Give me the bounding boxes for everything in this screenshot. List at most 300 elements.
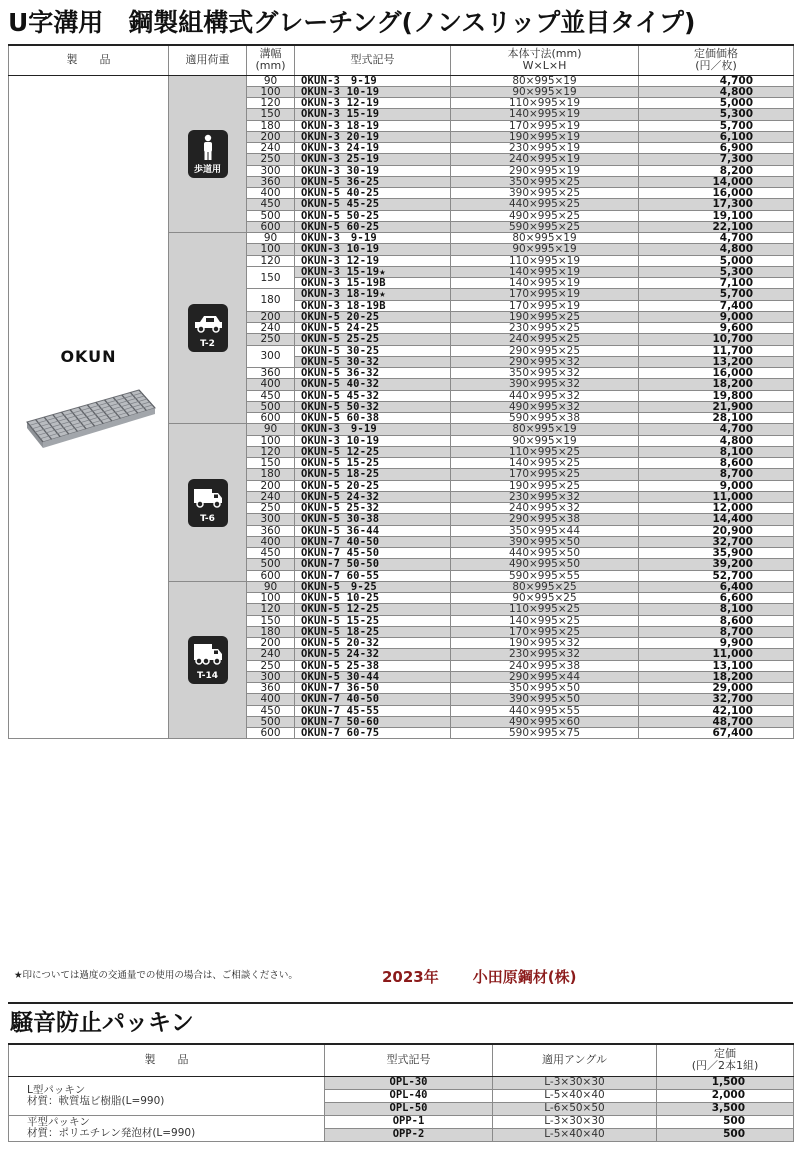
width-cell: 180 bbox=[247, 120, 295, 131]
packing-model-cell: OPP-2 bbox=[325, 1128, 493, 1141]
dimension-cell: 140×995×19 bbox=[451, 109, 639, 120]
model-cell: OKUN-7 36-50 bbox=[295, 683, 451, 694]
price-cell: 11,700 bbox=[639, 345, 794, 356]
width-cell: 600 bbox=[247, 728, 295, 739]
width-cell: 100 bbox=[247, 244, 295, 255]
dimension-cell: 290×995×44 bbox=[451, 671, 639, 682]
price-cell: 5,300 bbox=[639, 109, 794, 120]
dimension-cell: 110×995×19 bbox=[451, 255, 639, 266]
model-cell: OKUN-3 30-19 bbox=[295, 165, 451, 176]
dimension-cell: 190×995×32 bbox=[451, 638, 639, 649]
width-cell: 90 bbox=[247, 424, 295, 435]
dimension-cell: 170×995×19 bbox=[451, 120, 639, 131]
width-cell: 250 bbox=[247, 154, 295, 165]
dimension-cell: 230×995×32 bbox=[451, 649, 639, 660]
model-cell: OKUN-5 24-32 bbox=[295, 649, 451, 660]
price-cell: 5,000 bbox=[639, 255, 794, 266]
header-product: 製 品 bbox=[9, 45, 169, 75]
width-cell: 90 bbox=[247, 75, 295, 86]
model-cell: OKUN-5 60-25 bbox=[295, 221, 451, 232]
width-cell: 500 bbox=[247, 716, 295, 727]
price-cell: 21,900 bbox=[639, 401, 794, 412]
width-cell: 600 bbox=[247, 413, 295, 424]
dimension-cell: 80×995×19 bbox=[451, 424, 639, 435]
packing-header-angle: 適用アングル bbox=[493, 1044, 657, 1076]
price-cell: 11,000 bbox=[639, 491, 794, 502]
dimension-cell: 230×995×19 bbox=[451, 143, 639, 154]
width-cell: 240 bbox=[247, 491, 295, 502]
price-cell: 16,000 bbox=[639, 368, 794, 379]
dimension-cell: 590×995×55 bbox=[451, 570, 639, 581]
model-cell: OKUN-5 15-25 bbox=[295, 615, 451, 626]
width-cell: 200 bbox=[247, 131, 295, 142]
pedestrian-icon bbox=[188, 130, 228, 178]
packing-header-price-line1: 定価 bbox=[714, 1047, 736, 1061]
width-cell: 600 bbox=[247, 570, 295, 581]
dimension-cell: 90×995×25 bbox=[451, 593, 639, 604]
load-cell bbox=[169, 75, 247, 233]
packing-angle-cell: L-5×40×40 bbox=[493, 1089, 657, 1102]
width-cell: 450 bbox=[247, 390, 295, 401]
dimension-cell: 170×995×19 bbox=[451, 289, 639, 300]
dimension-cell: 590×995×75 bbox=[451, 728, 639, 739]
price-cell: 9,000 bbox=[639, 311, 794, 322]
price-cell: 8,100 bbox=[639, 604, 794, 615]
dimension-cell: 140×995×25 bbox=[451, 615, 639, 626]
price-cell: 32,700 bbox=[639, 694, 794, 705]
model-cell: OKUN-3 15-19 bbox=[295, 109, 451, 120]
load-label: T-14 bbox=[196, 671, 219, 681]
width-cell: 90 bbox=[247, 233, 295, 244]
model-cell: OKUN-3 10-19 bbox=[295, 86, 451, 97]
dimension-cell: 110×995×19 bbox=[451, 98, 639, 109]
width-cell: 500 bbox=[247, 559, 295, 570]
header-dims-line2: W×L×H bbox=[522, 59, 567, 73]
packing-header-row bbox=[9, 1044, 794, 1076]
dimension-cell: 240×995×38 bbox=[451, 660, 639, 671]
model-cell: OKUN-3 12-19 bbox=[295, 98, 451, 109]
model-cell: OKUN-5 40-32 bbox=[295, 379, 451, 390]
model-cell: OKUN-3 24-19 bbox=[295, 143, 451, 154]
packing-product-name: L型パッキン bbox=[27, 1083, 86, 1096]
header-width bbox=[247, 45, 295, 75]
price-cell: 8,200 bbox=[639, 165, 794, 176]
packing-angle-cell: L-6×50×50 bbox=[493, 1102, 657, 1115]
width-cell: 150 bbox=[247, 109, 295, 120]
packing-price-cell: 500 bbox=[657, 1128, 794, 1141]
price-cell: 18,200 bbox=[639, 379, 794, 390]
model-cell: OKUN-7 40-50 bbox=[295, 694, 451, 705]
packing-model-cell: OPP-1 bbox=[325, 1115, 493, 1128]
width-cell: 500 bbox=[247, 210, 295, 221]
model-cell: OKUN-3 15-19★ bbox=[295, 266, 451, 277]
price-cell: 4,800 bbox=[639, 435, 794, 446]
dimension-cell: 170×995×25 bbox=[451, 626, 639, 637]
model-cell: OKUN-5 18-25 bbox=[295, 469, 451, 480]
model-cell: OKUN-5 20-32 bbox=[295, 638, 451, 649]
model-cell: OKUN-5 30-32 bbox=[295, 356, 451, 367]
price-cell: 9,000 bbox=[639, 480, 794, 491]
model-cell: OKUN-3 18-19 bbox=[295, 120, 451, 131]
price-cell: 7,400 bbox=[639, 300, 794, 311]
section-divider bbox=[8, 1002, 793, 1004]
width-cell: 250 bbox=[247, 660, 295, 671]
price-cell: 48,700 bbox=[639, 716, 794, 727]
width-cell: 100 bbox=[247, 593, 295, 604]
width-cell: 120 bbox=[247, 98, 295, 109]
width-cell: 300 bbox=[247, 345, 295, 368]
model-cell: OKUN-5 50-32 bbox=[295, 401, 451, 412]
header-width-line2: (mm) bbox=[255, 59, 286, 73]
section-title-packing: 騒音防止パッキン bbox=[10, 1010, 194, 1036]
price-cell: 5,000 bbox=[639, 98, 794, 109]
car-icon bbox=[188, 304, 228, 352]
model-cell: OKUN-5 36-44 bbox=[295, 525, 451, 536]
model-cell: OKUN-5 40-25 bbox=[295, 188, 451, 199]
width-cell: 400 bbox=[247, 694, 295, 705]
model-cell: OKUN-5 25-25 bbox=[295, 334, 451, 345]
packing-header-model: 型式記号 bbox=[325, 1044, 493, 1076]
model-cell: OKUN-7 45-55 bbox=[295, 705, 451, 716]
packing-price-cell: 500 bbox=[657, 1115, 794, 1128]
price-cell: 19,800 bbox=[639, 390, 794, 401]
price-cell: 8,600 bbox=[639, 615, 794, 626]
price-cell: 4,800 bbox=[639, 86, 794, 97]
price-cell: 4,800 bbox=[639, 244, 794, 255]
width-cell: 400 bbox=[247, 188, 295, 199]
header-price-line1: 定価価格 bbox=[694, 47, 738, 61]
header-dims-line1: 本体寸法(mm) bbox=[507, 47, 582, 61]
packing-material: 材質：軟質塩ビ樹脂(L=990) bbox=[27, 1094, 165, 1107]
price-cell: 4,700 bbox=[639, 233, 794, 244]
header-price bbox=[639, 45, 794, 75]
width-cell: 360 bbox=[247, 368, 295, 379]
price-cell: 8,700 bbox=[639, 469, 794, 480]
dimension-cell: 350×995×32 bbox=[451, 368, 639, 379]
dimension-cell: 230×995×32 bbox=[451, 491, 639, 502]
load-label: 歩道用 bbox=[193, 164, 221, 175]
model-cell: OKUN-5 45-25 bbox=[295, 199, 451, 210]
price-cell: 7,300 bbox=[639, 154, 794, 165]
price-cell: 6,600 bbox=[639, 593, 794, 604]
model-cell: OKUN-5 12-25 bbox=[295, 446, 451, 457]
packing-price-cell: 3,500 bbox=[657, 1102, 794, 1115]
year-label: 2023年 bbox=[382, 968, 439, 986]
grating-product-image bbox=[19, 372, 159, 462]
model-cell: OKUN-7 50-60 bbox=[295, 716, 451, 727]
dimension-cell: 90×995×19 bbox=[451, 244, 639, 255]
price-cell: 22,100 bbox=[639, 221, 794, 232]
dimension-cell: 390×995×50 bbox=[451, 694, 639, 705]
dimension-cell: 140×995×25 bbox=[451, 458, 639, 469]
dimension-cell: 190×995×25 bbox=[451, 480, 639, 491]
price-cell: 16,000 bbox=[639, 188, 794, 199]
price-cell: 9,900 bbox=[639, 638, 794, 649]
dimension-cell: 390×995×50 bbox=[451, 536, 639, 547]
model-cell: OKUN-3 9-19 bbox=[295, 424, 451, 435]
width-cell: 120 bbox=[247, 604, 295, 615]
dimension-cell: 390×995×32 bbox=[451, 379, 639, 390]
model-cell: OKUN-5 25-38 bbox=[295, 660, 451, 671]
model-cell: OKUN-3 10-19 bbox=[295, 244, 451, 255]
product-name: OKUN bbox=[60, 346, 117, 366]
dimension-cell: 290×995×38 bbox=[451, 514, 639, 525]
model-cell: OKUN-7 50-50 bbox=[295, 559, 451, 570]
width-cell: 300 bbox=[247, 165, 295, 176]
packing-angle-cell: L-5×40×40 bbox=[493, 1128, 657, 1141]
model-cell: OKUN-7 45-50 bbox=[295, 548, 451, 559]
dimension-cell: 80×995×19 bbox=[451, 75, 639, 86]
price-cell: 6,100 bbox=[639, 131, 794, 142]
price-cell: 12,000 bbox=[639, 503, 794, 514]
model-cell: OKUN-3 18-19★ bbox=[295, 289, 451, 300]
packing-row bbox=[9, 1115, 794, 1128]
model-cell: OKUN-5 15-25 bbox=[295, 458, 451, 469]
model-cell: OKUN-5 12-25 bbox=[295, 604, 451, 615]
price-cell: 19,100 bbox=[639, 210, 794, 221]
dimension-cell: 490×995×32 bbox=[451, 401, 639, 412]
price-cell: 14,000 bbox=[639, 176, 794, 187]
packing-product-cell bbox=[9, 1115, 325, 1141]
packing-model-cell: OPL-50 bbox=[325, 1102, 493, 1115]
packing-header-product: 製 品 bbox=[9, 1044, 325, 1076]
model-cell: OKUN-5 60-38 bbox=[295, 413, 451, 424]
width-cell: 400 bbox=[247, 379, 295, 390]
model-cell: OKUN-5 24-25 bbox=[295, 323, 451, 334]
dimension-cell: 240×995×19 bbox=[451, 154, 639, 165]
dimension-cell: 110×995×25 bbox=[451, 604, 639, 615]
width-cell: 250 bbox=[247, 334, 295, 345]
dimension-cell: 190×995×25 bbox=[451, 311, 639, 322]
price-cell: 9,600 bbox=[639, 323, 794, 334]
width-cell: 180 bbox=[247, 289, 295, 312]
dimension-cell: 90×995×19 bbox=[451, 435, 639, 446]
dimension-cell: 290×995×19 bbox=[451, 165, 639, 176]
packing-table bbox=[8, 1043, 794, 1142]
table-body bbox=[9, 75, 794, 739]
price-cell: 4,700 bbox=[639, 75, 794, 86]
width-cell: 600 bbox=[247, 221, 295, 232]
dimension-cell: 90×995×19 bbox=[451, 86, 639, 97]
width-cell: 180 bbox=[247, 469, 295, 480]
price-cell: 42,100 bbox=[639, 705, 794, 716]
load-cell bbox=[169, 233, 247, 424]
width-cell: 150 bbox=[247, 615, 295, 626]
model-cell: OKUN-3 20-19 bbox=[295, 131, 451, 142]
model-cell: OKUN-5 20-25 bbox=[295, 480, 451, 491]
dimension-cell: 490×995×60 bbox=[451, 716, 639, 727]
width-cell: 240 bbox=[247, 143, 295, 154]
packing-product-cell bbox=[9, 1076, 325, 1115]
width-cell: 200 bbox=[247, 638, 295, 649]
price-cell: 13,200 bbox=[639, 356, 794, 367]
model-cell: OKUN-3 18-19B bbox=[295, 300, 451, 311]
price-cell: 4,700 bbox=[639, 424, 794, 435]
model-cell: OKUN-5 10-25 bbox=[295, 593, 451, 604]
dimension-cell: 490×995×25 bbox=[451, 210, 639, 221]
footnote: ★印については過度の交通量での使用の場合は、ご相談ください。 bbox=[14, 970, 298, 981]
width-cell: 500 bbox=[247, 401, 295, 412]
model-cell: OKUN-7 60-75 bbox=[295, 728, 451, 739]
truck-icon bbox=[188, 479, 228, 527]
price-cell: 6,900 bbox=[639, 143, 794, 154]
load-cell bbox=[169, 581, 247, 739]
packing-price-cell: 2,000 bbox=[657, 1089, 794, 1102]
width-cell: 400 bbox=[247, 536, 295, 547]
dimension-cell: 440×995×32 bbox=[451, 390, 639, 401]
dimension-cell: 170×995×19 bbox=[451, 300, 639, 311]
packing-angle-cell: L-3×30×30 bbox=[493, 1115, 657, 1128]
packing-price-cell: 1,500 bbox=[657, 1076, 794, 1089]
dimension-cell: 140×995×19 bbox=[451, 278, 639, 289]
price-cell: 29,000 bbox=[639, 683, 794, 694]
width-cell: 200 bbox=[247, 480, 295, 491]
dimension-cell: 80×995×19 bbox=[451, 233, 639, 244]
price-cell: 8,100 bbox=[639, 446, 794, 457]
price-cell: 17,300 bbox=[639, 199, 794, 210]
header-load: 適用荷重 bbox=[169, 45, 247, 75]
packing-angle-cell: L-3×30×30 bbox=[493, 1076, 657, 1089]
year-company bbox=[382, 966, 576, 987]
width-cell: 300 bbox=[247, 514, 295, 525]
dimension-cell: 190×995×19 bbox=[451, 131, 639, 142]
width-cell: 360 bbox=[247, 683, 295, 694]
header-width-line1: 溝幅 bbox=[259, 47, 282, 61]
table-header-row bbox=[9, 45, 794, 75]
width-cell: 360 bbox=[247, 525, 295, 536]
model-cell: OKUN-5 36-32 bbox=[295, 368, 451, 379]
price-cell: 28,100 bbox=[639, 413, 794, 424]
price-cell: 5,300 bbox=[639, 266, 794, 277]
width-cell: 100 bbox=[247, 86, 295, 97]
width-cell: 120 bbox=[247, 255, 295, 266]
price-cell: 18,200 bbox=[639, 671, 794, 682]
model-cell: OKUN-5 30-44 bbox=[295, 671, 451, 682]
price-cell: 13,100 bbox=[639, 660, 794, 671]
width-cell: 360 bbox=[247, 176, 295, 187]
model-cell: OKUN-5 50-25 bbox=[295, 210, 451, 221]
model-cell: OKUN-3 25-19 bbox=[295, 154, 451, 165]
packing-product-name: 平型パッキン bbox=[27, 1116, 90, 1128]
heavy-truck-icon bbox=[188, 636, 228, 684]
model-cell: OKUN-7 60-55 bbox=[295, 570, 451, 581]
dimension-cell: 140×995×19 bbox=[451, 266, 639, 277]
dimension-cell: 590×995×38 bbox=[451, 413, 639, 424]
model-cell: OKUN-3 12-19 bbox=[295, 255, 451, 266]
dimension-cell: 110×995×25 bbox=[451, 446, 639, 457]
width-cell: 200 bbox=[247, 311, 295, 322]
price-cell: 8,600 bbox=[639, 458, 794, 469]
width-cell: 120 bbox=[247, 446, 295, 457]
packing-table-body bbox=[9, 1076, 794, 1141]
price-cell: 20,900 bbox=[639, 525, 794, 536]
model-cell: OKUN-5 25-32 bbox=[295, 503, 451, 514]
width-cell: 250 bbox=[247, 503, 295, 514]
price-cell: 35,900 bbox=[639, 548, 794, 559]
width-cell: 150 bbox=[247, 266, 295, 289]
price-cell: 11,000 bbox=[639, 649, 794, 660]
width-cell: 450 bbox=[247, 705, 295, 716]
model-cell: OKUN-5 36-25 bbox=[295, 176, 451, 187]
model-cell: OKUN-5 30-38 bbox=[295, 514, 451, 525]
dimension-cell: 290×995×25 bbox=[451, 345, 639, 356]
dimension-cell: 440×995×55 bbox=[451, 705, 639, 716]
model-cell: OKUN-3 15-19B bbox=[295, 278, 451, 289]
dimension-cell: 390×995×25 bbox=[451, 188, 639, 199]
header-price-line2: (円／枚) bbox=[695, 59, 737, 73]
dimension-cell: 80×995×25 bbox=[451, 581, 639, 592]
product-cell bbox=[9, 75, 169, 739]
price-cell: 6,400 bbox=[639, 581, 794, 592]
model-cell: OKUN-5 30-25 bbox=[295, 345, 451, 356]
load-label: T-6 bbox=[200, 513, 215, 524]
page-title: U字溝用 鋼製組構式グレーチング(ノンスリップ並目タイプ) bbox=[8, 8, 696, 37]
packing-model-cell: OPL-40 bbox=[325, 1089, 493, 1102]
width-cell: 90 bbox=[247, 581, 295, 592]
packing-header-price bbox=[657, 1044, 794, 1076]
width-cell: 450 bbox=[247, 548, 295, 559]
model-cell: OKUN-3 10-19 bbox=[295, 435, 451, 446]
dimension-cell: 590×995×25 bbox=[451, 221, 639, 232]
model-cell: OKUN-3 9-19 bbox=[295, 75, 451, 86]
packing-material: 材質：ポリエチレン発泡材(L=990) bbox=[27, 1127, 196, 1139]
width-cell: 180 bbox=[247, 626, 295, 637]
price-cell: 8,700 bbox=[639, 626, 794, 637]
packing-row bbox=[9, 1076, 794, 1089]
price-cell: 5,700 bbox=[639, 289, 794, 300]
load-label: T-2 bbox=[200, 339, 215, 350]
width-cell: 240 bbox=[247, 323, 295, 334]
model-cell: OKUN-7 40-50 bbox=[295, 536, 451, 547]
price-cell: 32,700 bbox=[639, 536, 794, 547]
dimension-cell: 440×995×25 bbox=[451, 199, 639, 210]
price-cell: 39,200 bbox=[639, 559, 794, 570]
dimension-cell: 440×995×50 bbox=[451, 548, 639, 559]
model-cell: OKUN-5 18-25 bbox=[295, 626, 451, 637]
price-cell: 5,700 bbox=[639, 120, 794, 131]
price-cell: 10,700 bbox=[639, 334, 794, 345]
dimension-cell: 490×995×50 bbox=[451, 559, 639, 570]
width-cell: 300 bbox=[247, 671, 295, 682]
dimension-cell: 240×995×32 bbox=[451, 503, 639, 514]
load-cell bbox=[169, 424, 247, 582]
model-cell: OKUN-5 20-25 bbox=[295, 311, 451, 322]
price-cell: 52,700 bbox=[639, 570, 794, 581]
width-cell: 150 bbox=[247, 458, 295, 469]
dimension-cell: 240×995×25 bbox=[451, 334, 639, 345]
price-table bbox=[8, 44, 794, 739]
company-name: 小田原鋼材(株) bbox=[472, 968, 577, 986]
model-cell: OKUN-3 9-19 bbox=[295, 233, 451, 244]
header-model: 型式記号 bbox=[295, 45, 451, 75]
width-cell: 240 bbox=[247, 649, 295, 660]
packing-model-cell: OPL-30 bbox=[325, 1076, 493, 1089]
table-row bbox=[9, 75, 794, 86]
header-dims bbox=[451, 45, 639, 75]
dimension-cell: 350×995×44 bbox=[451, 525, 639, 536]
model-cell: OKUN-5 45-32 bbox=[295, 390, 451, 401]
dimension-cell: 290×995×32 bbox=[451, 356, 639, 367]
width-cell: 100 bbox=[247, 435, 295, 446]
packing-header-price-line2: (円／2本1組) bbox=[691, 1059, 759, 1073]
model-cell: OKUN-5 24-32 bbox=[295, 491, 451, 502]
model-cell: OKUN-5 9-25 bbox=[295, 581, 451, 592]
dimension-cell: 170×995×25 bbox=[451, 469, 639, 480]
price-cell: 7,100 bbox=[639, 278, 794, 289]
dimension-cell: 350×995×50 bbox=[451, 683, 639, 694]
price-cell: 67,400 bbox=[639, 728, 794, 739]
width-cell: 450 bbox=[247, 199, 295, 210]
